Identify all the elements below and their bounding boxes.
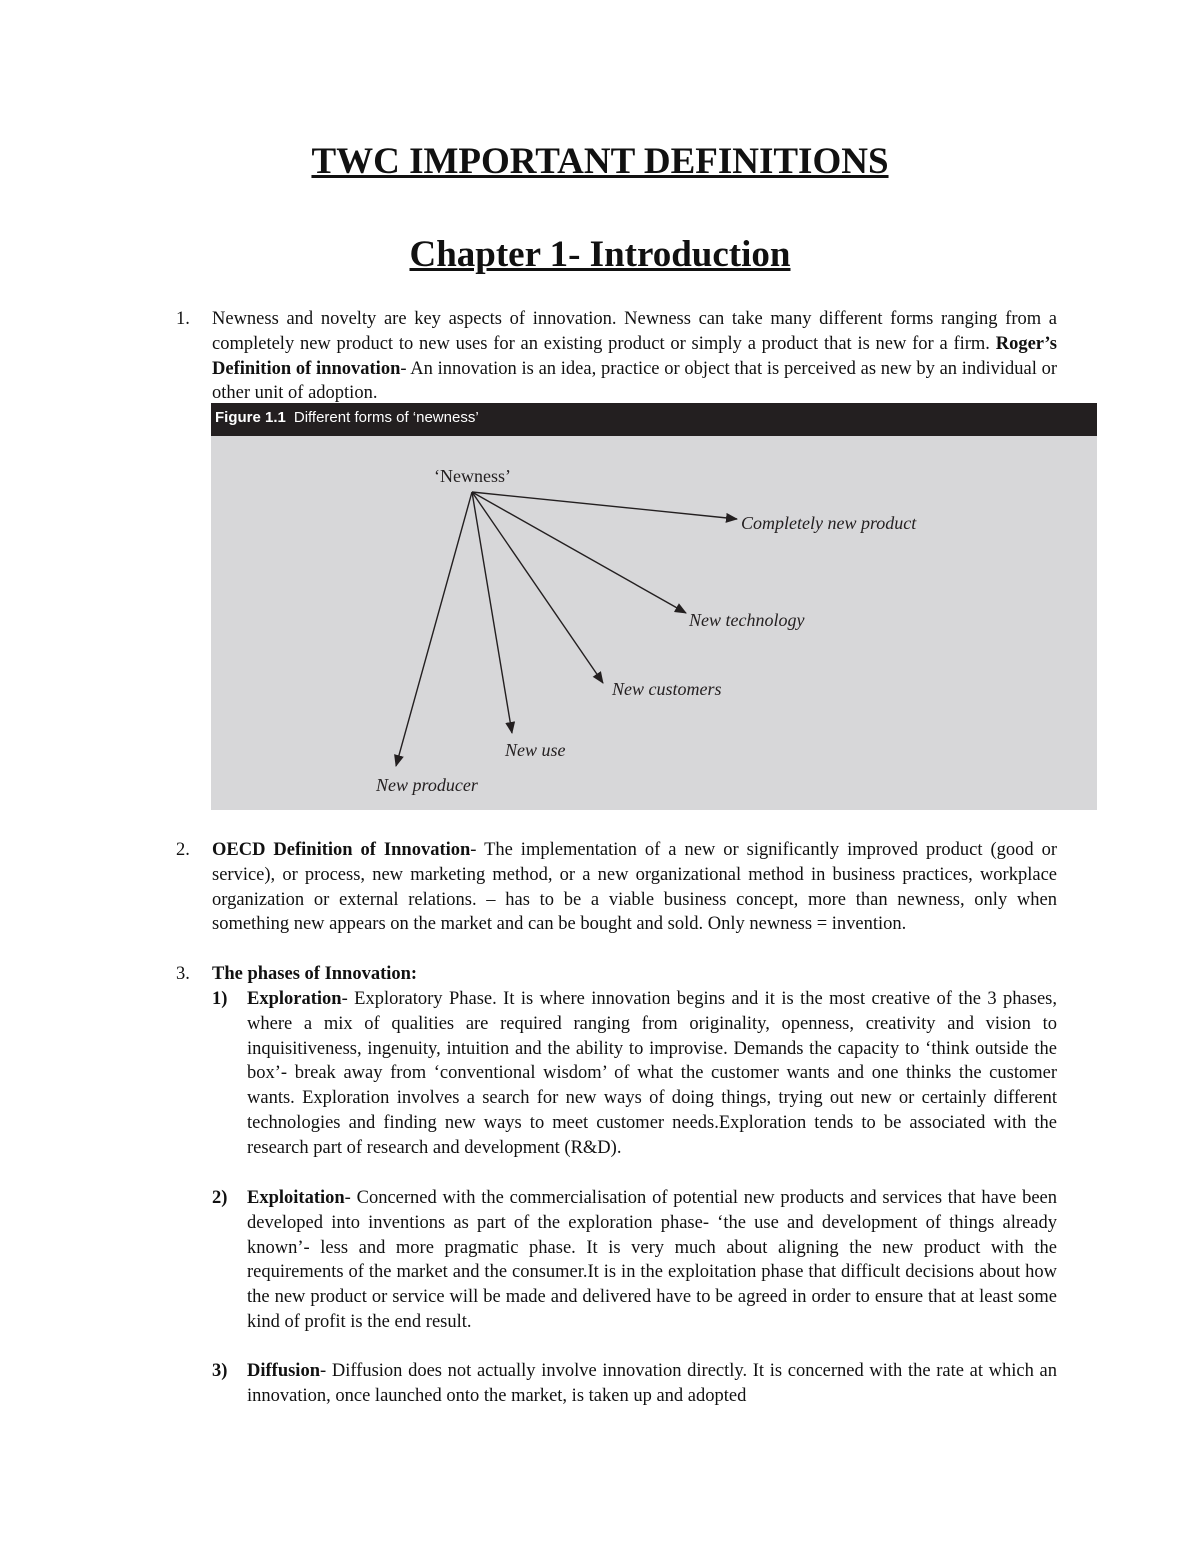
document-title: TWC IMPORTANT DEFINITIONS: [311, 141, 889, 182]
phase-text: - Concerned with the commercialisation of potential new products and services that have been developed into inventions as part of the exploration phase- ‘the use and development of things already known’- less and more pragmatic phase. It is very much about aligning the new product with the requirements of the market and the consumer.It is in the exploitation phase that difficult decisions about how the new product or service will be made and delivered have to be agreed in order to ensure that at least some kind of profit is the end result.: [247, 1188, 1057, 1332]
node-completely-new-product: Completely new product: [741, 513, 917, 533]
arrow-new-producer: [396, 492, 472, 766]
item-definition-text: - The implementation of a new or significantly improved product (good or service), or process, new marketing method, or a new organizational method in business practices, workplace organization or external relations. – has to be a viable business concept, more than newness, only when something new appears on the market and can be bought and sold. Only newness = invention.: [212, 840, 1057, 935]
phase-text: - Diffusion does not actually involve innovation directly. It is concerned with the rate at which an innovation, once launched onto the market, is taken up and adopted: [247, 1361, 1057, 1406]
item-definition-term: Roger’s Definition of innovation: [212, 333, 1057, 379]
item-number: 2.: [176, 840, 190, 860]
phase-number: 1): [212, 989, 228, 1009]
diagram-root-label: ‘Newness’: [434, 466, 511, 486]
node-new-producer: New producer: [376, 775, 478, 795]
item-paragraph: [212, 307, 1057, 406]
arrow-new-customers: [472, 492, 603, 683]
phase-title: Exploration: [247, 989, 342, 1009]
arrow-new-use: [472, 492, 512, 733]
phase-number: 2): [212, 1188, 228, 1208]
item-text: Newness and novelty are key aspects of innovation. Newness can take many different forms ranging from a completely new product to new uses for an existing product or simply a product that is new for a firm.: [212, 309, 1057, 354]
node-new-customers: New customers: [612, 679, 722, 699]
node-new-technology: New technology: [689, 610, 805, 630]
figure-newness: [211, 403, 1097, 810]
item-definition-term: OECD Definition of Innovation: [212, 840, 471, 860]
phase-title: Diffusion: [247, 1361, 320, 1381]
phase-paragraph: [247, 1359, 1057, 1409]
chapter-heading: Chapter 1- Introduction: [409, 234, 791, 275]
newness-diagram: [211, 403, 1097, 810]
phase-title: Exploitation: [247, 1188, 345, 1208]
figure-label: Figure 1.1: [215, 409, 286, 426]
node-new-use: New use: [505, 740, 566, 760]
item-paragraph: [212, 838, 1057, 937]
phase-paragraph: [247, 1186, 1057, 1335]
item-number: 1.: [176, 309, 190, 329]
item-heading: The phases of Innovation:: [212, 964, 418, 984]
figure-caption: Different forms of ‘newness’: [293, 409, 479, 426]
phase-paragraph: [247, 987, 1057, 1161]
item-number: 3.: [176, 964, 190, 984]
phase-number: 3): [212, 1361, 228, 1381]
item-definition-text: - An innovation is an idea, practice or object that is perceived as new by an individual or other unit of adoption.: [212, 358, 1057, 404]
phase-text: - Exploratory Phase. It is where innovation begins and it is the most creative of the 3 phases, where a mix of qualities are required ranging from originality, openness, creativity and vision to inquisitiveness, ingenuity, intuition and the ability to improvise. Demands the capacity to ‘think outside the box’- break away from ‘conventional wisdom’ of what the customer wants and one thinks the customer wants. Exploration involves a search for new ways of doing things, trying out new or certainly different technologies and finding new ways to meet customer needs.Exploration tends to be associated with the research part of research and development (R&D).: [247, 989, 1057, 1158]
